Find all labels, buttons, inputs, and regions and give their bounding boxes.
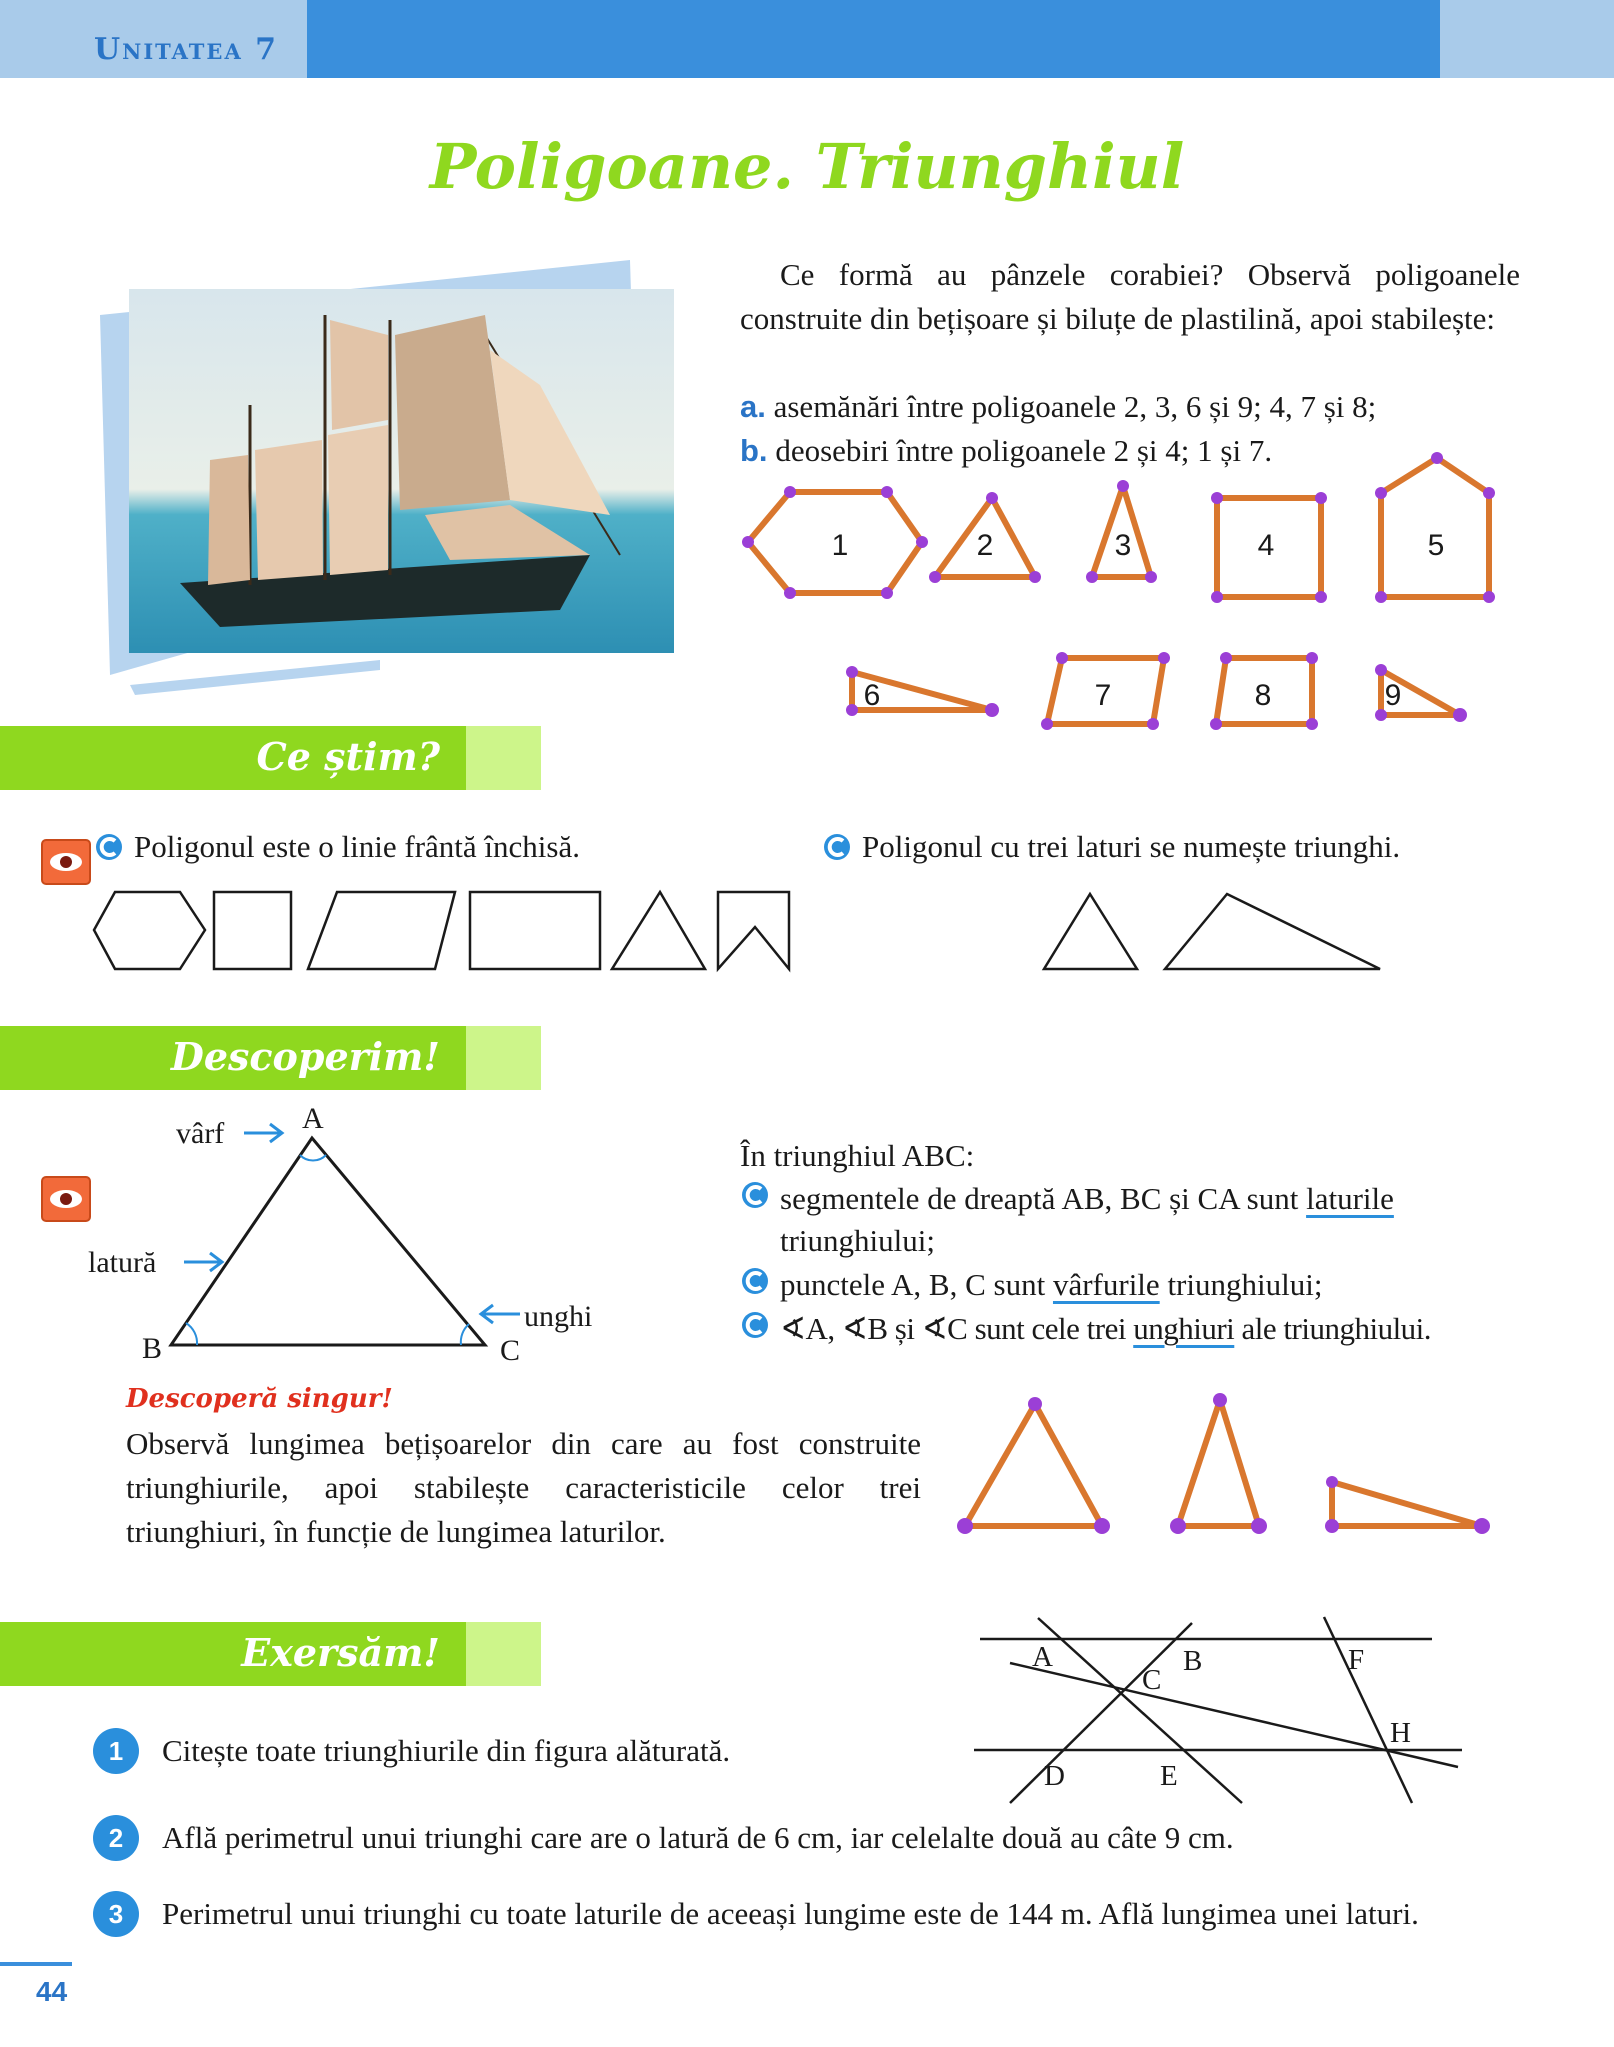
- lines-figure: [970, 1605, 1470, 1815]
- item2-underlined: vârfurile: [1052, 1267, 1160, 1302]
- section-bar-tail: [466, 1622, 541, 1686]
- polygon-label-6: 6: [863, 679, 881, 712]
- item-a-marker: a.: [740, 389, 766, 424]
- stick-polygons-figure: [730, 440, 1510, 740]
- exercise-1-text: Citește toate triunghiurile din figura alăturată.: [162, 1733, 731, 1768]
- polygon-label-3: 3: [1114, 529, 1132, 562]
- label-latura: latură: [88, 1246, 157, 1279]
- exercise-number-2: 2: [93, 1815, 139, 1861]
- section-title-ce-stim: Ce știm?: [256, 734, 440, 779]
- intro-item-a: [740, 385, 1540, 429]
- point-label-f: F: [1348, 1644, 1365, 1676]
- item3-pre: ∢A, ∢B și ∢C sunt cele trei: [780, 1311, 1126, 1346]
- header-band-right: [1440, 0, 1614, 78]
- eye-icon: [40, 838, 96, 888]
- item-b-text: deosebiri între poligoanele 2 și 4; 1 și 7.: [775, 433, 1273, 468]
- polygon-label-8: 8: [1254, 679, 1272, 712]
- vertex-label-b: B: [142, 1332, 163, 1365]
- polygon-label-4: 4: [1257, 529, 1275, 562]
- section-bar-tail: [466, 726, 541, 790]
- item1-pre: segmentele de dreaptă AB, BC și CA sunt: [780, 1181, 1299, 1216]
- polygon-label-5: 5: [1427, 529, 1445, 562]
- polygon-label-1: 1: [831, 529, 849, 562]
- point-label-a: A: [1032, 1641, 1053, 1673]
- page-title: Poligoane. Triunghiul: [429, 130, 1185, 203]
- item2-pre: punctele A, B, C sunt: [780, 1267, 1046, 1302]
- item3-post: ale triunghiului.: [1241, 1311, 1432, 1346]
- vertex-label-a: A: [302, 1102, 324, 1135]
- page-number-rule: [0, 1962, 72, 1966]
- unit-label: Unitatea 7: [94, 32, 279, 67]
- point-label-d: D: [1044, 1760, 1065, 1792]
- exercise-number-1: 1: [93, 1728, 139, 1774]
- item2-post: triunghiului;: [1167, 1267, 1323, 1302]
- point-label-b: B: [1183, 1645, 1203, 1677]
- c-bullet-icon: [94, 832, 124, 862]
- c-bullet-icon: [740, 1266, 770, 1296]
- ship-photo: [90, 255, 690, 695]
- descoperim-item-3: [780, 1308, 1560, 1350]
- polygon-label-7: 7: [1094, 679, 1112, 712]
- item-a-text: asemănări între poligoanele 2, 3, 6 și 9; 4, 7 și 8;: [773, 389, 1377, 424]
- descoperim-intro: În triunghiul ABC:: [740, 1138, 975, 1173]
- label-unghi: unghi: [524, 1300, 593, 1333]
- item3-underlined: unghiuri: [1133, 1311, 1235, 1346]
- label-varf: vârf: [176, 1117, 225, 1150]
- c-bullet-icon: [740, 1310, 770, 1340]
- polygon-examples: [90, 885, 810, 975]
- c-bullet-icon: [740, 1180, 770, 1210]
- point-label-c: C: [1142, 1664, 1162, 1696]
- point-label-e: E: [1160, 1760, 1178, 1792]
- intro-text: Ce formă au pânzele corabiei? Observă poligoanele construite din bețișoare și biluțe de plastilină, apoi stabilește:: [740, 257, 1520, 336]
- fact-triangle: Poligonul cu trei laturi se numește triunghi.: [862, 829, 1401, 864]
- descoperim-item-2: [780, 1264, 1540, 1306]
- polygon-label-2: 2: [976, 529, 994, 562]
- header-band: [307, 0, 1440, 78]
- item1-post: triunghiului;: [780, 1223, 935, 1258]
- descopera-singur-text: Observă lungimea bețișoarelor din care au fost construite triunghiurile, apoi stabilește caracteristicile celor trei triunghiuri, în funcție de lungimea laturilor.: [126, 1426, 921, 1549]
- descopera-singur-title: Descoperă singur!: [126, 1384, 393, 1414]
- section-title-descoperim: Descoperim!: [170, 1034, 440, 1079]
- vertex-label-c: C: [500, 1334, 521, 1367]
- fact-polygon: Poligonul este o linie frântă închisă.: [134, 829, 580, 864]
- point-label-h: H: [1390, 1717, 1411, 1749]
- descoperim-item-1: [780, 1178, 1540, 1262]
- page-number: 44: [36, 1976, 68, 2007]
- triangle-abc-diagram: [80, 1100, 640, 1370]
- c-bullet-icon: [822, 832, 852, 862]
- item1-underlined: laturile: [1306, 1181, 1394, 1216]
- exercise-number-3: 3: [93, 1891, 139, 1937]
- triangle-examples: [1035, 885, 1385, 975]
- exercise-2-text: Află perimetrul unui triunghi care are o latură de 6 cm, iar celelalte două au câte 9 cm.: [162, 1820, 1234, 1855]
- section-title-exersam: Exersăm!: [241, 1630, 440, 1675]
- section-bar-tail: [466, 1026, 541, 1090]
- item-b-marker: b.: [740, 433, 768, 468]
- exercise-3-text: Perimetrul unui triunghi cu toate laturile de aceeași lungime este de 144 m. Află lungimea unei laturi.: [162, 1896, 1419, 1931]
- polygon-label-9: 9: [1384, 679, 1402, 712]
- stick-triangles-figure: [945, 1390, 1505, 1540]
